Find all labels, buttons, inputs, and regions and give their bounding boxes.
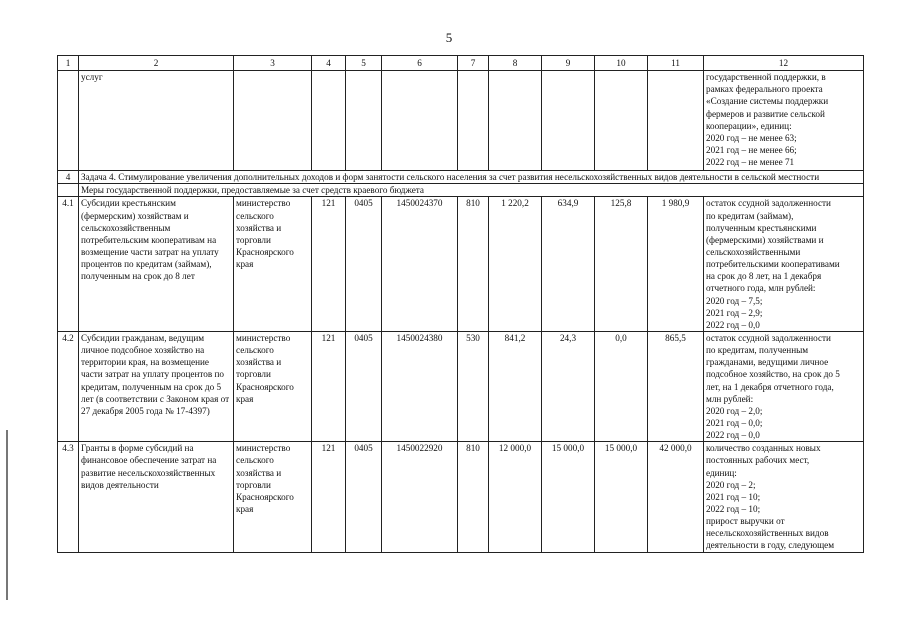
measures-subheader-row bbox=[58, 184, 864, 197]
grbs-code: 121 bbox=[312, 331, 346, 441]
amount-2022: 0,0 bbox=[595, 331, 648, 441]
col-header: 3 bbox=[234, 56, 312, 71]
csr-code: 1450024380 bbox=[382, 331, 458, 441]
row-number: 4.3 bbox=[58, 442, 79, 552]
row-number: 4.1 bbox=[58, 197, 79, 332]
col-header: 11 bbox=[648, 56, 704, 71]
amount-total: 865,5 bbox=[648, 331, 704, 441]
col-header: 6 bbox=[382, 56, 458, 71]
task-title: Задача 4. Стимулирование увеличения дополнительных доходов и форм занятости сельского населения за счет развития несельскохозяйственных видов деятельности в сельской местности bbox=[79, 171, 864, 184]
executor: министерство сельского хозяйства и торговли Красноярского края bbox=[234, 197, 312, 332]
col-header: 7 bbox=[458, 56, 489, 71]
measure-row-4-2 bbox=[58, 331, 864, 441]
csr-code: 1450024370 bbox=[382, 197, 458, 332]
col-header: 12 bbox=[704, 56, 864, 71]
amount-total: 1 980,9 bbox=[648, 197, 704, 332]
col-header: 4 bbox=[312, 56, 346, 71]
col-header: 8 bbox=[489, 56, 542, 71]
amount-2021: 634,9 bbox=[542, 197, 595, 332]
vr-code: 530 bbox=[458, 331, 489, 441]
amount-2021: 24,3 bbox=[542, 331, 595, 441]
executor: министерство сельского хозяйства и торговли Красноярского края bbox=[234, 442, 312, 552]
col-header: 9 bbox=[542, 56, 595, 71]
column-number-row bbox=[58, 56, 864, 71]
col-header: 2 bbox=[79, 56, 234, 71]
measure-name: Субсидии гражданам, ведущим личное подсобное хозяйство на территории края, на возмещение части затрат на уплату процентов по кредитам, полученным на срок до 5 лет (в соответствии с Законом края от 27 декабря 2005 года № 17-4397) bbox=[79, 331, 234, 441]
task-number: 4 bbox=[58, 171, 79, 184]
grbs-code: 121 bbox=[312, 442, 346, 552]
measure-name: Гранты в форме субсидий на финансовое обеспечение затрат на развитие несельскохозяйственных видов деятельности bbox=[79, 442, 234, 552]
measure-name: Субсидии крестьянским (фермерским) хозяйствам и сельскохозяйственным потребительским кооперативам на возмещение части затрат на уплату процентов по кредитам (займам), полученным на срок до 8 лет bbox=[79, 197, 234, 332]
measures-title: Меры государственной поддержки, предоставляемые за счет средств краевого бюджета bbox=[79, 184, 864, 197]
rzpr-code: 0405 bbox=[346, 442, 382, 552]
executor: министерство сельского хозяйства и торговли Красноярского края bbox=[234, 331, 312, 441]
amount-2020: 1 220,2 bbox=[489, 197, 542, 332]
amount-2020: 841,2 bbox=[489, 331, 542, 441]
scan-margin-mark bbox=[6, 430, 8, 600]
amount-2022: 125,8 bbox=[595, 197, 648, 332]
amount-2020: 12 000,0 bbox=[489, 442, 542, 552]
amount-2021: 15 000,0 bbox=[542, 442, 595, 552]
amount-2022: 15 000,0 bbox=[595, 442, 648, 552]
measure-name: услуг bbox=[79, 71, 234, 171]
vr-code: 810 bbox=[458, 442, 489, 552]
row-number: 4.2 bbox=[58, 331, 79, 441]
result-indicator: остаток ссудной задолженности по кредитам (займам), полученным крестьянскими (фермерскими) хозяйствами и сельскохозяйственными потребительскими кооперативами на срок до 8 лет, на 1 декабря отчетного года, млн рублей: 2020 год – 7,5; 2021 год – 2,9; 2022 год – 0,0 bbox=[704, 197, 864, 332]
col-header: 5 bbox=[346, 56, 382, 71]
csr-code: 1450022920 bbox=[382, 442, 458, 552]
result-indicator: остаток ссудной задолженности по кредитам, полученным гражданами, ведущими личное подсобное хозяйство, на срок до 5 лет, на 1 декабря отчетного года, млн рублей: 2020 год – 2,0; 2021 год – 0,0; 2022 год – 0,0 bbox=[704, 331, 864, 441]
result-indicator: государственной поддержки, в рамках федерального проекта «Создание системы поддержки фермеров и развитие сельской кооперации», единиц: 2020 год – не менее 63; 2021 год – не менее 66; 2022 год – не менее 71 bbox=[704, 71, 864, 171]
vr-code: 810 bbox=[458, 197, 489, 332]
program-measures-table bbox=[57, 55, 864, 553]
measure-row-4-1 bbox=[58, 197, 864, 332]
amount-total: 42 000,0 bbox=[648, 442, 704, 552]
task-row bbox=[58, 171, 864, 184]
rzpr-code: 0405 bbox=[346, 197, 382, 332]
measure-row-4-3 bbox=[58, 442, 864, 552]
result-indicator: количество созданных новых постоянных рабочих мест, единиц: 2020 год – 2; 2021 год – 10; 2022 год – 10; прирост выручки от несельскохозяйственных видов деятельности в году, следующем bbox=[704, 442, 864, 552]
col-header: 10 bbox=[595, 56, 648, 71]
rzpr-code: 0405 bbox=[346, 331, 382, 441]
col-header: 1 bbox=[58, 56, 79, 71]
continuation-row bbox=[58, 71, 864, 171]
page-number: 5 bbox=[445, 30, 453, 45]
grbs-code: 121 bbox=[312, 197, 346, 332]
